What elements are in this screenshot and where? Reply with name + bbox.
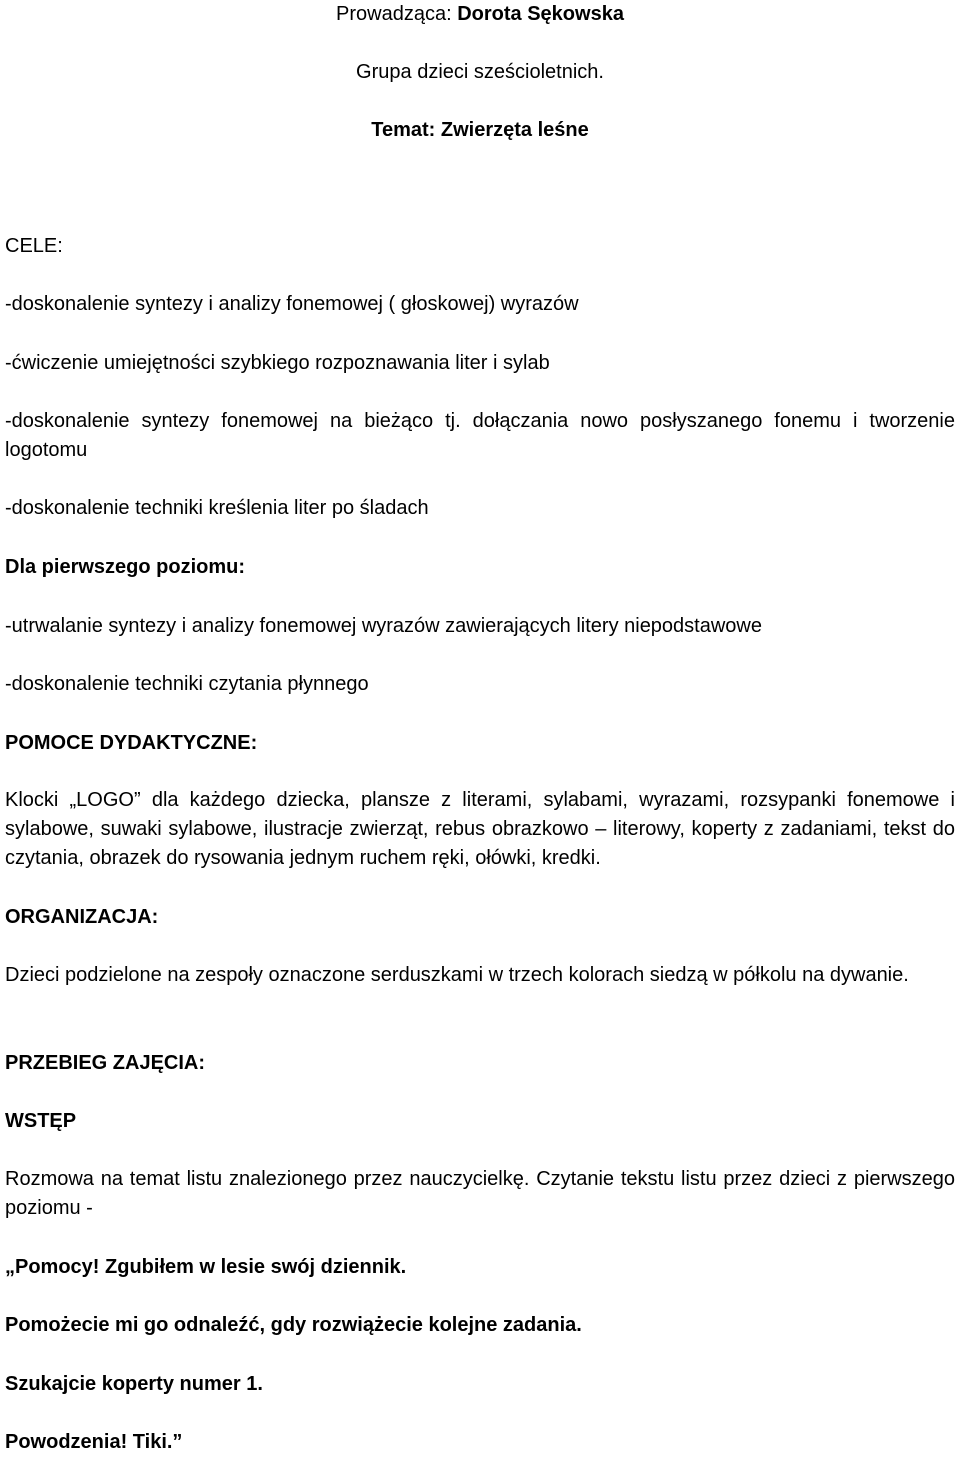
leader-label: Prowadząca: bbox=[336, 3, 458, 25]
level-one-heading: Dla pierwszego poziomu: bbox=[5, 556, 246, 578]
intro-heading: WSTĘP bbox=[5, 1110, 77, 1132]
letter-line: „Pomocy! Zgubiłem w lesie swój dziennik. bbox=[5, 1256, 407, 1278]
goal-item: -doskonalenie techniki kreślenia liter po śladach bbox=[5, 497, 429, 519]
letter-line: Powodzenia! Tiki.” bbox=[5, 1431, 183, 1453]
goal-item: -ćwiczenie umiejętności szybkiego rozpoznawania liter i sylab bbox=[5, 352, 550, 374]
course-heading: PRZEBIEG ZAJĘCIA: bbox=[5, 1052, 206, 1074]
goal-item: -doskonalenie syntezy i analizy fonemowej ( głoskowej) wyrazów bbox=[5, 293, 579, 315]
leader-line bbox=[0, 0, 960, 29]
goals-heading bbox=[5, 232, 955, 261]
leader-name: Dorota Sękowska bbox=[457, 3, 624, 25]
level-one-item: -utrwalanie syntezy i analizy fonemowej wyrazów zawierających litery niepodstawowe bbox=[5, 615, 762, 637]
level-one-item: -doskonalenie techniki czytania płynnego bbox=[5, 673, 369, 695]
goals-heading-suffix: : bbox=[57, 235, 63, 257]
aids-heading: POMOCE DYDAKTYCZNE: bbox=[5, 732, 258, 754]
goals-heading-text: CELE bbox=[5, 235, 58, 257]
goal-item: -doskonalenie syntezy fonemowej na bieżąco tj. dołączania nowo posłyszanego fonemu i tworzenie logotomu bbox=[5, 410, 955, 461]
organization-text: Dzieci podzielone na zespoły oznaczone serduszkami w trzech kolorach siedzą w półkolu na dywanie. bbox=[5, 964, 909, 986]
group-line: Grupa dzieci sześcioletnich. bbox=[356, 61, 604, 83]
letter-line: Szukajcie koperty numer 1. bbox=[5, 1373, 263, 1395]
organization-heading: ORGANIZACJA: bbox=[5, 906, 159, 928]
aids-text: Klocki „LOGO” dla każdego dziecka, plansze z literami, sylabami, wyrazami, rozsypanki fonemowe i sylabowe, suwaki sylabowe, ilustracje zwierząt, rebus obrazkowo – literowy, koperty z zadaniami, tekst do czytania, obrazek do rysowania jednym ruchem ręki, ołówki, kredki. bbox=[5, 789, 955, 869]
intro-text: Rozmowa na temat listu znalezionego przez nauczycielkę. Czytanie tekstu listu przez dzieci z pierwszego poziomu - bbox=[5, 1168, 955, 1219]
letter-line: Pomożecie mi go odnaleźć, gdy rozwiążecie kolejne zadania. bbox=[5, 1314, 582, 1336]
topic-title: Temat: Zwierzęta leśne bbox=[371, 119, 589, 141]
